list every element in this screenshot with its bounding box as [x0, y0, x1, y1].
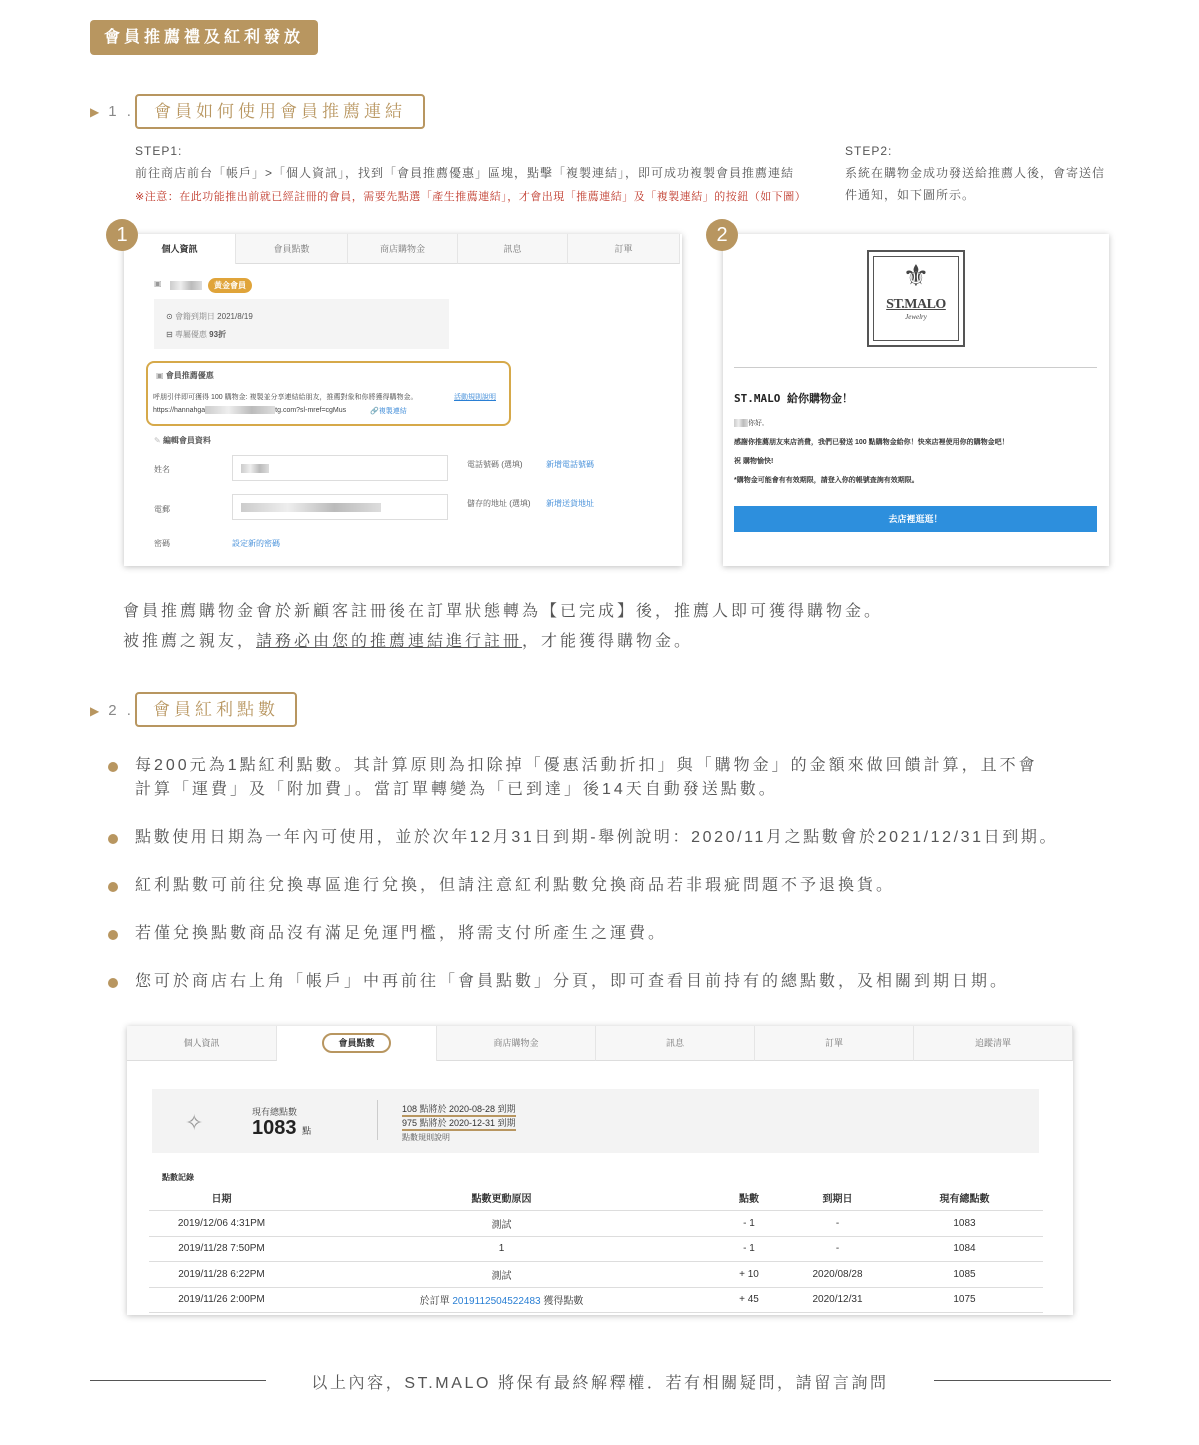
triangle-icon: ▶	[90, 704, 103, 718]
section2-title: 會員紅利點數	[135, 692, 297, 727]
email-field[interactable]	[232, 494, 448, 520]
name-label: 姓名	[154, 465, 170, 474]
clock-icon: ⊙	[166, 312, 173, 321]
bullet-1-line-1: 每200元為1點紅利點數。其計算原則為扣除掉「優惠活動折扣」與「購物金」的金額來做回饋計算，且不會	[135, 757, 1038, 774]
points-table	[149, 1185, 1043, 1313]
link-icon: 🔗	[370, 408, 379, 415]
expire-line-1: 108 點將於 2020-08-28 到期	[402, 1102, 516, 1117]
discount-row: ⊟ 專屬優惠 93折	[166, 330, 227, 339]
total-points-value: 1083 點	[252, 1117, 312, 1139]
section1-number: ▶ 1 .	[90, 103, 134, 120]
bullet-icon	[108, 882, 118, 892]
footer-line-left	[90, 1380, 266, 1381]
header-expire: 到期日	[789, 1185, 886, 1211]
step2-text-1: 系統在購物金成功發送給推薦人後，會寄送信	[845, 166, 1106, 180]
section1-title: 會員如何使用會員推薦連結	[135, 94, 425, 129]
name-field[interactable]	[232, 455, 448, 481]
referral-url: https://hannahga tg.com?sl-mref=cgMus	[153, 406, 347, 414]
tab-profile[interactable]: 個人資訊	[127, 1026, 277, 1061]
fleur-de-lis-icon: ⚜	[902, 260, 930, 293]
member-info-box	[154, 299, 449, 349]
profile-screenshot	[124, 234, 682, 566]
referral-desc: 呼朋引伴即可獲得 100 購物金: 複製並分享連結給朋友，推薦對象和你將獲得購物金。	[153, 394, 418, 401]
phone-label: 電話號碼 (選填)	[467, 460, 523, 469]
email-blurred	[241, 503, 381, 512]
tab-messages[interactable]: 訊息	[458, 234, 568, 264]
tab-orders[interactable]: 訂單	[568, 234, 680, 264]
header-points: 點數	[709, 1185, 789, 1211]
member-name-blurred	[170, 281, 202, 290]
bullet-4: 若僅兌換點數商品沒有滿足免運門檻，將需支付所產生之運費。	[135, 925, 668, 942]
tab-points[interactable]: 會員點數	[277, 1026, 437, 1061]
table-row: 2019/11/28 7:50PM 1 - 1 - 1084	[149, 1236, 1043, 1262]
points-rule-link[interactable]: 點數規則說明	[402, 1133, 450, 1142]
note-line-2: 被推薦之親友，請務必由您的推薦連結進行註冊，才能獲得購物金。	[123, 633, 694, 650]
go-to-store-button[interactable]: 去店裡逛逛！	[734, 506, 1097, 532]
page-title: 會員推薦禮及紅利發放	[90, 20, 318, 55]
bullet-3: 紅利點數可前往兌換專區進行兌換，但請注意紅利點數兌換商品若非瑕疵問題不予退換貨。	[135, 877, 896, 894]
gift-icon: ⊟	[166, 330, 173, 339]
expire-line-2: 975 點將於 2020-12-31 到期	[402, 1116, 516, 1131]
name-blurred	[734, 419, 748, 427]
name-blurred	[241, 464, 269, 473]
table-header-row	[149, 1185, 1043, 1211]
add-address-link[interactable]: 新增送貨地址	[546, 499, 594, 508]
email-body-2: 祝 購物愉快!	[734, 458, 774, 465]
email-greeting: 你好,	[734, 418, 764, 428]
user-icon: ▣	[156, 371, 164, 380]
step1-note: ※注意：在此功能推出前就已經註冊的會員，需要先點選「產生推薦連結」，才會出現「推薦連結」及「複製連結」的按鈕（如下圖）	[135, 191, 807, 203]
table-row: 2019/11/28 6:22PM 測試 + 10 2020/08/28 1085	[149, 1262, 1043, 1288]
step2-label: STEP2:	[845, 144, 893, 158]
tab-store-credit[interactable]: 商店購物金	[348, 234, 458, 264]
header-total: 現有總點數	[886, 1185, 1043, 1211]
copy-link-button[interactable]: 🔗複製連結	[370, 408, 407, 415]
divider	[734, 367, 1097, 368]
note-line-1: 會員推薦購物金會於新顧客註冊後在訂單狀態轉為【已完成】後，推薦人即可獲得購物金。	[123, 603, 884, 620]
url-blurred	[205, 406, 275, 414]
pencil-icon: ✎	[154, 436, 161, 445]
step1-label: STEP1:	[135, 144, 183, 158]
order-reason: 於訂單 2019112504522483 獲得點數	[294, 1287, 709, 1313]
email-body-1: 感謝你推薦朋友來店消費，我們已發送 100 點購物金給你！快來店裡使用你的購物金吧！	[734, 439, 1009, 446]
bullet-5: 您可於商店右上角「帳戶」中再前往「會員點數」分頁，即可查看目前持有的總點數，及相關到期日期。	[135, 973, 1010, 990]
referral-title: ▣ 會員推薦優惠	[156, 371, 214, 380]
points-record-title: 點數記錄	[162, 1173, 194, 1182]
divider	[377, 1100, 378, 1140]
points-screenshot	[127, 1026, 1073, 1315]
user-icon: ▣	[154, 279, 162, 288]
bullet-icon	[108, 762, 118, 772]
section2-number: ▶ 2 .	[90, 702, 134, 719]
set-password-link[interactable]: 設定新的密碼	[232, 539, 280, 548]
table-row: 2019/12/06 4:31PM 測試 - 1 - 1083	[149, 1211, 1043, 1237]
bullet-icon	[108, 834, 118, 844]
bullet-2: 點數使用日期為一年內可使用，並於次年12月31日到期-舉例說明：2020/11月之點數會於2021/12/31日到期。	[135, 829, 1059, 846]
expire-row: ⊙ 會籍到期日 2021/8/19	[166, 312, 253, 321]
email-heading: ST.MALO 給你購物金！	[734, 392, 853, 405]
tab-points[interactable]: 會員點數	[236, 234, 348, 264]
total-points-label: 現有總點數	[252, 1107, 298, 1117]
party-popper-icon: ✧	[185, 1110, 204, 1135]
footer-text: 以上內容，ST.MALO 將保有最終解釋權．若有相關疑問，請留言詢問	[311, 1375, 889, 1392]
triangle-icon: ▶	[90, 105, 103, 119]
tab-orders[interactable]: 訂單	[755, 1026, 914, 1061]
email-label: 電郵	[154, 505, 170, 514]
step2-text-2: 件通知，如下圖所示。	[845, 188, 976, 202]
header-reason: 點數更動原因	[294, 1185, 709, 1211]
order-link[interactable]: 2019112504522483	[452, 1296, 541, 1308]
tab-wishlist[interactable]: 追蹤清單	[914, 1026, 1073, 1061]
header-date: 日期	[149, 1185, 294, 1211]
email-body-3: *購物金可能會有有效期限，請登入你的帳號查詢有效期限。	[734, 477, 919, 484]
tab-messages[interactable]: 訊息	[596, 1026, 755, 1061]
table-row: 2019/11/26 2:00PM 於訂單 2019112504522483 獲得點數 + 45 2020/12/31 1075	[149, 1287, 1043, 1313]
add-phone-link[interactable]: 新增電話號碼	[546, 460, 594, 469]
referral-rule-link[interactable]: 活動規則說明	[454, 394, 496, 401]
bullet-icon	[108, 930, 118, 940]
email-screenshot	[723, 234, 1109, 566]
footer-line-right	[934, 1380, 1111, 1381]
bullet-icon	[108, 978, 118, 988]
bullet-1-line-2: 計算「運費」及「附加費」。當訂單轉變為「已到達」後14天自動發送點數。	[135, 781, 778, 798]
password-label: 密碼	[154, 539, 170, 548]
step1-text: 前往商店前台「帳戶」>「個人資訊」，找到「會員推薦優惠」區塊，點擊「複製連結」，即可成功複製會員推薦連結	[135, 166, 795, 180]
member-level-badge: 黃金會員	[208, 278, 252, 293]
step-circle-1: 1	[106, 219, 138, 251]
step-circle-2: 2	[706, 219, 738, 251]
tab-profile[interactable]: 個人資訊	[124, 234, 236, 264]
tab-store-credit[interactable]: 商店購物金	[437, 1026, 596, 1061]
edit-profile-title: ✎ 編輯會員資料	[154, 436, 211, 445]
stmalo-logo: ⚜ ST.MALO Jewelry	[867, 250, 965, 347]
address-label: 儲存的地址 (選填)	[467, 499, 531, 508]
